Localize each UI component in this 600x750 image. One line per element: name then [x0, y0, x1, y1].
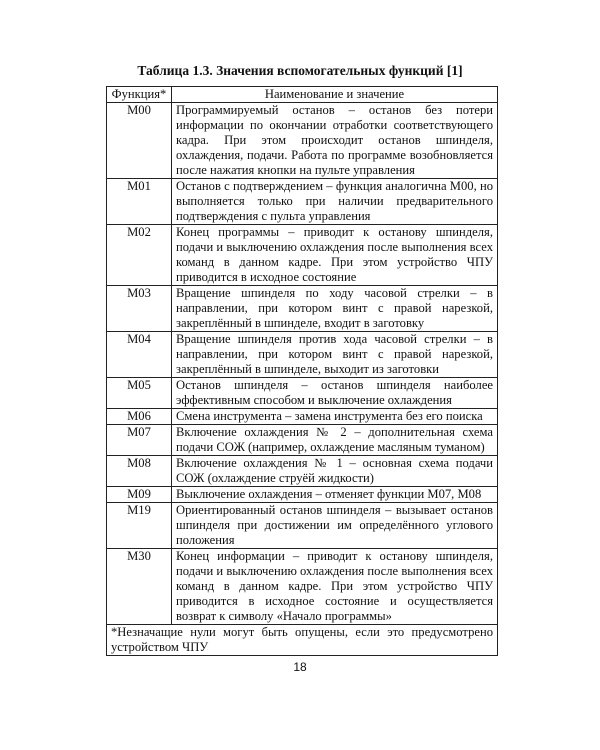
row-description: Включение охлаждения № 2 – дополнительная схема подачи СОЖ (например, охлаждение масляным туманом) [172, 425, 498, 456]
table-header-row [107, 87, 498, 103]
row-description: Останов шпинделя – останов шпинделя наиболее эффективным способом и выключение охлаждения [172, 378, 498, 409]
table-footnote-row [107, 625, 498, 656]
row-code: M04 [107, 332, 172, 378]
row-code: M03 [107, 286, 172, 332]
table-footnote: *Незначащие нули могут быть опущены, если это предусмотрено устройством ЧПУ [107, 625, 498, 656]
table-row [107, 179, 498, 225]
table-row [107, 225, 498, 286]
row-code: M19 [107, 503, 172, 549]
header-code: Функция* [107, 87, 172, 103]
row-description: Вращение шпинделя против хода часовой стрелки – в направлении, при котором винт с правой нарезкой, закреплённый в шпинделе, выходит из заготовки [172, 332, 498, 378]
table-row [107, 487, 498, 503]
row-code: M07 [107, 425, 172, 456]
row-code: M01 [107, 179, 172, 225]
row-code: M09 [107, 487, 172, 503]
row-code: M30 [107, 549, 172, 625]
row-description: Конец программы – приводит к останову шпинделя, подачи и выключению охлаждения после выполнения всех команд в данном кадре. При этом устройство ЧПУ приводится в исходное состояние [172, 225, 498, 286]
header-description: Наименование и значение [172, 87, 498, 103]
row-code: M06 [107, 409, 172, 425]
row-code: M00 [107, 103, 172, 179]
table-row [107, 456, 498, 487]
row-description: Ориентированный останов шпинделя – вызывает останов шпинделя при достижении им определённого углового положения [172, 503, 498, 549]
row-code: M08 [107, 456, 172, 487]
row-code: M02 [107, 225, 172, 286]
table-row [107, 332, 498, 378]
row-description: Останов с подтверждением – функция аналогична M00, но выполняется только при наличии предварительного подтверждения с пульта управления [172, 179, 498, 225]
page-number: 18 [293, 660, 307, 674]
table-row [107, 409, 498, 425]
row-description: Выключение охлаждения – отменяет функции M07, M08 [172, 487, 498, 503]
table-row [107, 286, 498, 332]
row-description: Программируемый останов – останов без потери информации по окончании отработки соответствующего кадра. При этом происходит останов шпинделя, охлаждения, подачи. Работа по программе возобновляется после нажатия кнопки на пульте управления [172, 103, 498, 179]
table-row [107, 103, 498, 179]
table-row [107, 425, 498, 456]
row-description: Конец информации – приводит к останову шпинделя, подачи и выключению охлаждения после выполнения всех команд в данном кадре. При этом устройство ЧПУ приводится в исходное состояние и осуществляется возврат к символу «Начало программы» [172, 549, 498, 625]
row-description: Включение охлаждения № 1 – основная схема подачи СОЖ (охлаждение струёй жидкости) [172, 456, 498, 487]
table-row [107, 549, 498, 625]
table-row [107, 378, 498, 409]
row-code: M05 [107, 378, 172, 409]
row-description: Вращение шпинделя по ходу часовой стрелки – в направлении, при котором винт с правой нарезкой, закреплённый в шпинделе, входит в заготовку [172, 286, 498, 332]
table-row [107, 503, 498, 549]
functions-table [106, 86, 498, 656]
table-title: Таблица 1.3. Значения вспомогательных функций [1] [137, 63, 463, 78]
row-description: Смена инструмента – замена инструмента без его поиска [172, 409, 498, 425]
